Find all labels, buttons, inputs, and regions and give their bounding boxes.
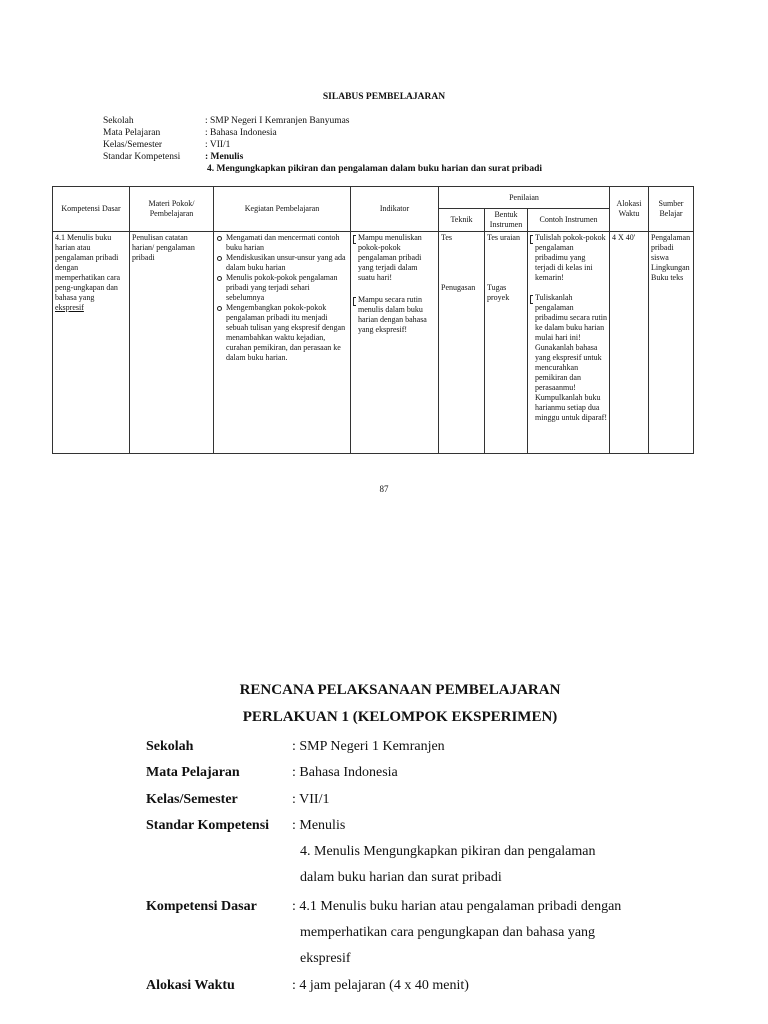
rpp-sk-line2: dalam buku harian dan surat pribadi [300, 870, 502, 885]
rpp-value: : 4 jam pelajaran (4 x 40 menit) [292, 978, 469, 993]
silabus-title: SILABUS PEMBELAJARAN [322, 92, 446, 102]
header-indikator: Indikator [351, 187, 439, 232]
rpp-value: : Menulis [292, 818, 346, 833]
rpp-value: : Bahasa Indonesia [292, 765, 398, 780]
rpp-value: : 4.1 Menulis buku harian atau pengalaman pribadi dengan [292, 899, 622, 914]
rpp-label: Kelas/Semester [146, 792, 238, 807]
rpp-title: RENCANA PELAKSANAAN PEMBELAJARAN [239, 682, 561, 698]
cell-teknik [439, 232, 485, 454]
header-kegiatan: Kegiatan Pembelajaran [214, 187, 351, 232]
meta-sekolah [103, 115, 350, 127]
rpp-value: : VII/1 [292, 792, 330, 807]
table-row [53, 232, 694, 454]
list-item: Menulis pokok-pokok pengalaman pribadi yang terjadi sehari sebelumnya [226, 273, 348, 303]
rpp-kd-line2: memperhatikan cara pengungkapan dan bahasa yang [300, 925, 596, 940]
kd-text: 4.1 Menulis buku harian atau pengalaman pribadi dengan memperhatikan cara peng-ungkapan dan bahasa yang [55, 233, 121, 302]
cell-indikator [351, 232, 439, 454]
meta-label: Sekolah [103, 116, 134, 126]
rpp-label: Mata Pelajaran [146, 765, 240, 780]
header-alokasi: Alokasi Waktu [610, 187, 649, 232]
list-item: Mendiskusikan unsur-unsur yang ada dalam buku harian [226, 253, 348, 273]
cell-materi: Penulisan catatan harian/ pengalaman pribadi [130, 232, 214, 454]
rpp-label: Kompetensi Dasar [146, 899, 257, 914]
list-item: Mampu menuliskan pokok-pokok pengalaman pribadi yang terjadi dalam suatu hari! [353, 233, 436, 283]
list-item: Mampu secara rutin menulis dalam buku harian dengan bahasa yang ekspresif! [353, 295, 436, 335]
teknik-item: Tes [441, 233, 452, 242]
kd-underlined: ekspresif [55, 303, 84, 312]
header-teknik: Teknik [439, 209, 485, 232]
rpp-sk-line1: 4. Menulis Mengungkapkan pikiran dan pengalaman [300, 844, 596, 859]
cell-contoh [528, 232, 610, 454]
header-contoh: Contoh Instrumen [528, 209, 610, 232]
list-item: Mengamati dan mencermati contoh buku harian [226, 233, 348, 253]
meta-label: Kelas/Semester [103, 140, 163, 150]
teknik-item: Penugasan [441, 283, 476, 292]
header-kd: Kompetensi Dasar [53, 187, 130, 232]
meta-kelas [103, 139, 230, 151]
silabus-table [52, 186, 694, 454]
cell-kegiatan [214, 232, 351, 454]
rpp-kd-line3: ekspresif [300, 951, 351, 966]
header-penilaian: Penilaian [439, 187, 610, 209]
rpp-label: Standar Kompetensi [146, 818, 270, 833]
header-sumber: Sumber Belajar [649, 187, 694, 232]
list-item: Tuliskanlah pengalaman pribadimu secara rutin ke dalam buku harian mulai hari ini! Gunakanlah bahasa yang ekspresif untuk mencurahkan pemikiran dan perasaanmu! Kumpulkanlah buku harianmu setiap dua minggu untuk diparaf! [530, 293, 607, 423]
cell-alokasi: 4 X 40' [610, 232, 649, 454]
list-item: Mengembangkan pokok-pokok pengalaman pribadi itu menjadi sebuah tulisan yang ekspresif dengan menambahkan waktu kejadian, curahan pemikiran, dan perasaan ke dalam buku harian. [226, 303, 348, 363]
header-materi: Materi Pokok/ Pembelajaran [130, 187, 214, 232]
sk-detail: 4. Mengungkapkan pikiran dan pengalaman dalam buku harian dan surat pribadi [207, 164, 542, 174]
meta-value: : SMP Negeri I Kemranjen Banyumas [205, 116, 350, 126]
meta-value: : VII/1 [205, 140, 231, 150]
meta-value: : Bahasa Indonesia [205, 128, 277, 138]
rpp-subtitle: PERLAKUAN 1 (KELOMPOK EKSPERIMEN) [242, 709, 558, 725]
meta-mapel [103, 127, 277, 139]
meta-label: Standar Kompetensi [103, 152, 181, 162]
rpp-label: Sekolah [146, 739, 194, 754]
cell-sumber: Pengalaman pribadi siswa Lingkungan Buku teks [649, 232, 694, 454]
header-bentuk: Bentuk Instrumen [485, 209, 528, 232]
bentuk-item: Tes uraian [487, 233, 520, 242]
meta-value: : Menulis [205, 152, 244, 162]
rpp-label: Alokasi Waktu [146, 978, 235, 993]
page-number: 87 [379, 484, 389, 494]
cell-kd [53, 232, 130, 454]
meta-sk [103, 151, 243, 163]
cell-bentuk [485, 232, 528, 454]
bentuk-item: Tugas proyek [487, 283, 510, 302]
list-item: Tulislah pokok-pokok pengalaman pribadimu yang terjadi di kelas ini kemarin! [530, 233, 607, 283]
meta-label: Mata Pelajaran [103, 128, 161, 138]
rpp-value: : SMP Negeri 1 Kemranjen [292, 739, 445, 754]
